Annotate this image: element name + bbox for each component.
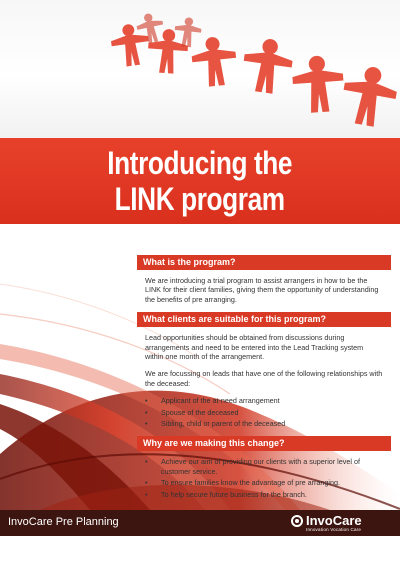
logo-tagline: Innovation Vocation Care (306, 527, 362, 532)
list-item: • Spouse of the deceased (145, 408, 383, 417)
logo-mark-icon (291, 515, 303, 527)
logo-name: InvoCare (306, 513, 362, 528)
content-column (137, 255, 391, 507)
list-item: • To help secure future business for the branch. (145, 490, 383, 499)
paper-chain-illustration (0, 0, 400, 138)
list-item: • To ensure families know the advantage of pre arranging. (145, 478, 383, 487)
footer-label: InvoCare Pre Planning (8, 516, 119, 528)
list-item: • Sibling, child or parent of the deceased (145, 419, 383, 428)
section-heading-clients: What clients are suitable for this program? (137, 312, 391, 327)
reasons-list (145, 457, 383, 499)
section-heading-what-is: What is the program? (137, 255, 391, 270)
invocare-logo (291, 514, 391, 534)
section-paragraph: We are introducing a trial program to assist arrangers in how to be the LINK for their client families, giving them the opportunity of understanding the benefits of pre arranging. (145, 276, 379, 304)
list-item: • Achieve our aim of providing our clients with a superior level of customer service. (145, 457, 383, 476)
title-line-1: Introducing the (107, 145, 293, 181)
section-heading-why: Why are we making this change? (137, 436, 391, 451)
title-banner (0, 138, 400, 224)
section-paragraph: We are focussing on leads that have one of the following relationships with the deceased: (145, 369, 383, 388)
relationship-list (145, 396, 383, 428)
footer-bar (0, 510, 400, 536)
paper-chain-people-image (0, 0, 400, 138)
title-line-2: LINK program (114, 181, 286, 217)
section-paragraph: Lead opportunities should be obtained from discussions during arrangements and need to be entered into the Lead Tracking system within one month of the arrangement. (145, 333, 364, 362)
list-item: • Applicant of the at-need arrangement (145, 396, 383, 405)
